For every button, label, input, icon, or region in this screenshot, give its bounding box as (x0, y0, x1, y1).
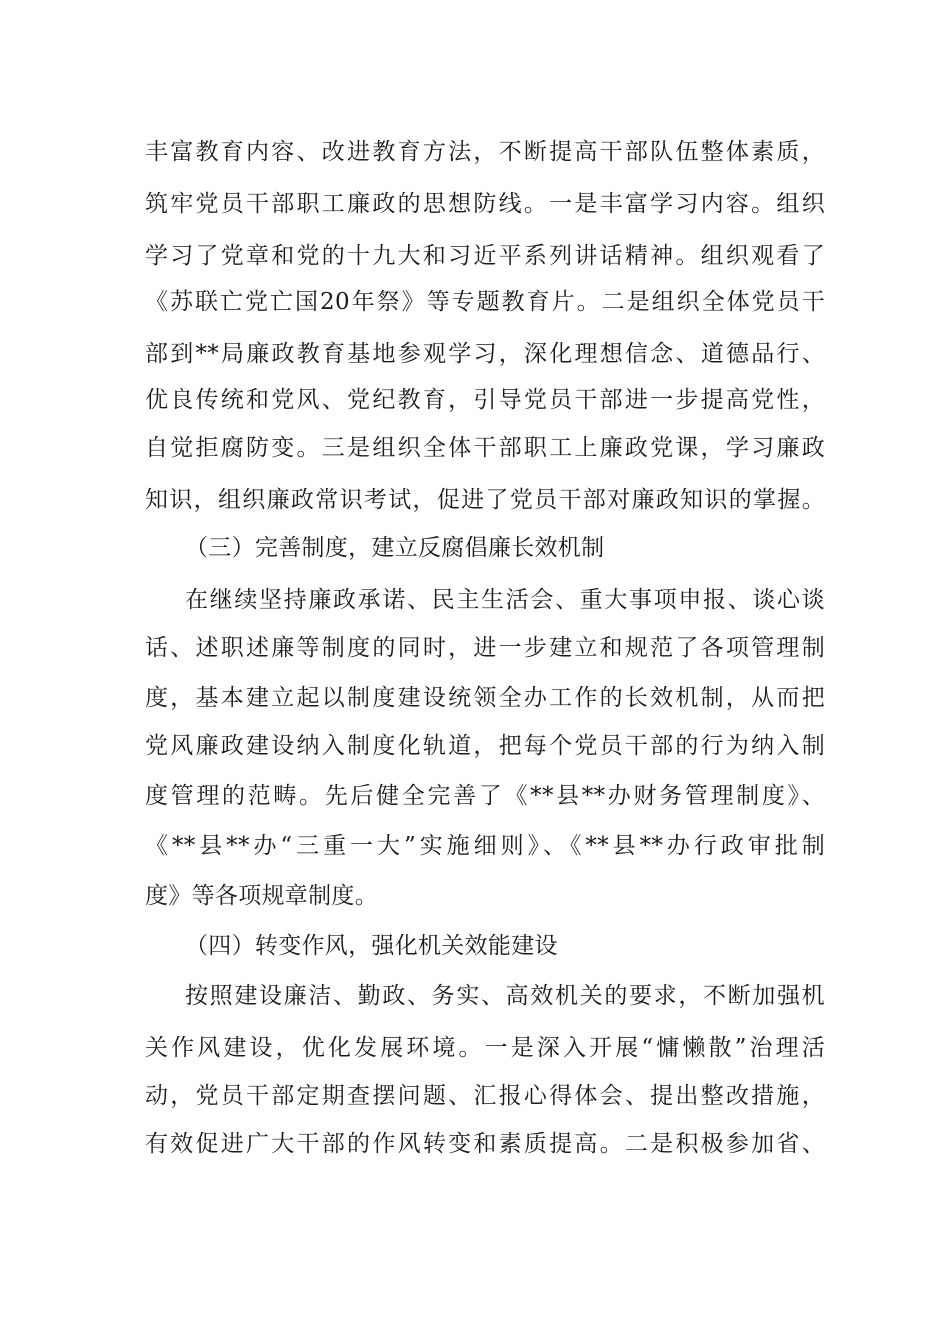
text-line: 在继续坚持廉政承诺、民主生活会、重大事项申报、谈心谈 (185, 587, 825, 613)
text-line: 有效促进广大干部的作风转变和素质提高。二是积极参加省、 (145, 1131, 825, 1157)
text-line: 党风廉政建设纳入制度化轨道，把每个党员干部的行为纳入制 (145, 733, 825, 759)
text-line: 《**县**办“三重一大”实施细则》、《**县**办行政审批制 (145, 833, 825, 859)
section-heading-3: （三）完善制度，建立反腐倡廉长效机制 (185, 535, 605, 561)
section-heading-4: （四）转变作风，强化机关效能建设 (185, 933, 558, 959)
text-line: 丰富教育内容、改进教育方法，不断提高干部队伍整体素质， (145, 139, 825, 165)
text-line: 度管理的范畴。先后健全完善了《**县**办财务管理制度》、 (145, 783, 825, 809)
text-line: 度，基本建立起以制度建设统领全办工作的长效机制，从而把 (145, 685, 825, 711)
text-line: 筑牢党员干部职工廉政的思想防线。一是丰富学习内容。组织 (145, 191, 825, 217)
text-line: 度》等各项规章制度。 (145, 883, 378, 909)
text-line: 《苏联亡党亡国20年祭》等专题教育片。二是组织全体党员干 (145, 289, 825, 315)
text-line: 知识，组织廉政常识考试，促进了党员干部对廉政知识的掌握。 (145, 487, 825, 513)
text-line: 动，党员干部定期查摆问题、汇报心得体会、提出整改措施， (145, 1083, 825, 1109)
text-line: 学习了党章和党的十九大和习近平系列讲话精神。组织观看了 (145, 243, 825, 269)
text-line: 自觉拒腐防变。三是组织全体干部职工上廉政党课，学习廉政 (145, 435, 825, 461)
text-line: 话、述职述廉等制度的同时，进一步建立和规范了各项管理制 (145, 635, 825, 661)
text-line: 部到**局廉政教育基地参观学习，深化理想信念、道德品行、 (145, 341, 825, 367)
text-line: 关作风建设，优化发展环境。一是深入开展“慵懒散”治理活 (145, 1035, 825, 1061)
text-line: 按照建设廉洁、勤政、务实、高效机关的要求，不断加强机 (185, 983, 825, 1009)
text-line: 优良传统和党风、党纪教育，引导党员干部进一步提高党性， (145, 387, 825, 413)
